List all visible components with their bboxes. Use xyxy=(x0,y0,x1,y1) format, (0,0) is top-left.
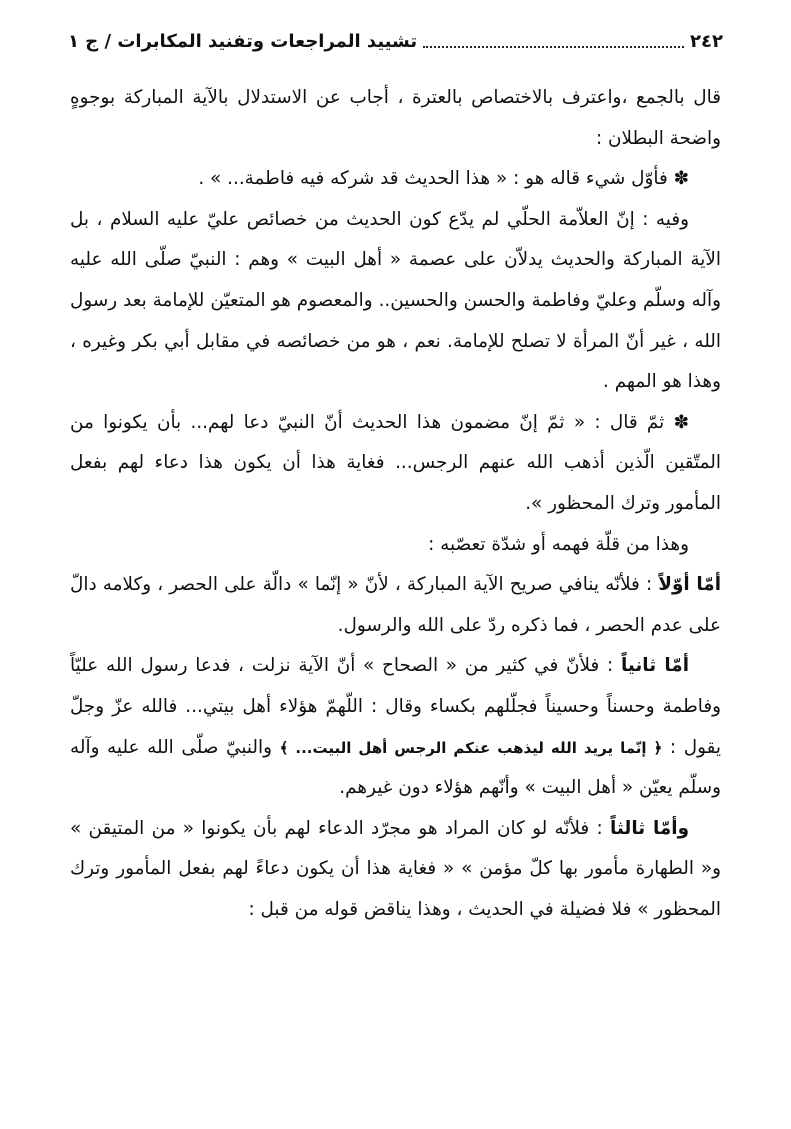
running-header xyxy=(68,26,723,56)
paragraph: قال بالجمع ،واعترف بالاختصاص بالعترة ، أجاب عن الاستدلال بالآية المباركة بوجوهٍ واضحة البطلان : xyxy=(70,87,721,149)
paragraph-text: والنبيّ صلّى الله عليه وآله وسلّم يعيّن « أهل البيت » وأنّهم هؤلاء دون غيرهم. xyxy=(70,736,721,799)
paragraph-lead: أمّا أوّلاً xyxy=(658,574,721,596)
paragraph-lead: وأمّا ثالثاً xyxy=(610,817,689,839)
page-body xyxy=(70,78,721,930)
paragraph-text: : فلأنّه ينافي صريح الآية المباركة ، لأنّ « إنّما » دالّة على الحصر ، وكلامه دالّ على عدم الحصر ، فما ذكره ردّ على الله والرسول. xyxy=(70,574,721,636)
paragraph: وهذا من قلّة فهمه أو شدّة تعصّبه : xyxy=(428,533,689,555)
paragraph-lead: أمّا ثانياً xyxy=(620,655,689,677)
paragraph-text: : فلأنّ في كثير من « الصحاح » أنّ الآية نزلت ، فدعا رسول الله عليّاً وفاطمة وحسناً وحسيناً فجلّلهم بكساء وقال : اللّهمّ هؤلاء أهل بيتي... فالله عزّ وجلّ يقول : xyxy=(70,655,721,758)
page-number: ٢٤٢ xyxy=(690,30,723,52)
book-title: تشييد المراجعات وتفنيد المكابرات / ج ١ xyxy=(68,30,418,52)
quran-verse: ﴿ إنّما يريد الله ليذهب عنكم الرجس أهل البيت... ﴾ xyxy=(279,738,663,757)
paragraph: وفيه : إنّ العلاّمة الحلّي لم يدّع كون الحديث من خصائص عليّ عليه السلام ، بل الآية المباركة والحديث يدلاّن على عصمة « أهل البيت » وهم : النبيّ صلّى الله عليه وآله وسلّم وعليّ وفاطمة والحسن والحسين.. والمعصوم هو المتعيّن للإمامة بعد رسول الله ، غير أنّ المرأة لا تصلح للإمامة. نعم ، هو من خصائصه في مقابل أبي بكر وغيره ، وهذا هو المهم . xyxy=(70,208,721,393)
header-dotted-leader xyxy=(423,46,684,48)
paragraph xyxy=(70,646,721,808)
paragraph: ✽ فأوّل شيء قاله هو : « هذا الحديث قد شركه فيه فاطمة... » . xyxy=(198,168,689,190)
paragraph xyxy=(70,809,721,931)
paragraph-text: : فلأنّه لو كان المراد هو مجرّد الدعاء لهم بأن يكونوا « من المتيقن » و« الطهارة مأمور بها كلّ مؤمن » « فغاية هذا أن يكون دعاءً لهم بفعل المأمور وترك المحظور » فلا فضيلة في الحديث ، وهذا يناقض قوله من قبل : xyxy=(70,817,721,920)
paragraph: ✽ ثمّ قال : « ثمّ إنّ مضمون هذا الحديث أنّ النبيّ دعا لهم... بأن يكونوا من المتّقين الّذين أذهب الله عنهم الرجس... فغاية هذا أن يكون هذا دعاء لهم بفعل المأمور وترك المحظور ». xyxy=(70,411,721,514)
paragraph xyxy=(70,565,721,646)
